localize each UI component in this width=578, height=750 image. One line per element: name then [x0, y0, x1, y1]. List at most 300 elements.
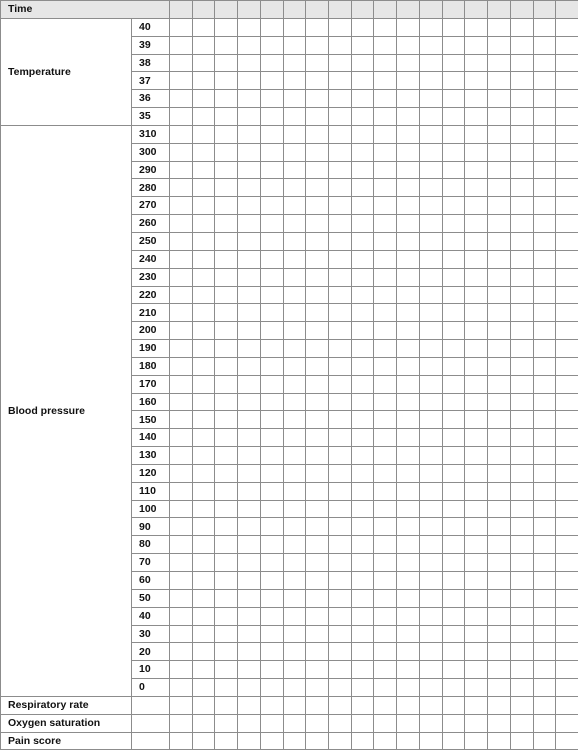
grid-cell[interactable]: [283, 429, 306, 447]
grid-cell[interactable]: [442, 1, 465, 19]
grid-cell[interactable]: [283, 536, 306, 554]
grid-cell[interactable]: [374, 357, 397, 375]
grid-cell[interactable]: [192, 482, 215, 500]
grid-cell[interactable]: [419, 732, 442, 750]
grid-cell[interactable]: [238, 607, 261, 625]
grid-cell[interactable]: [374, 143, 397, 161]
grid-cell[interactable]: [465, 625, 488, 643]
grid-cell[interactable]: [465, 661, 488, 679]
grid-cell[interactable]: [238, 732, 261, 750]
grid-cell[interactable]: [170, 179, 193, 197]
grid-cell[interactable]: [533, 357, 556, 375]
grid-cell[interactable]: [488, 732, 511, 750]
grid-cell[interactable]: [397, 215, 420, 233]
grid-cell[interactable]: [488, 36, 511, 54]
grid-cell[interactable]: [283, 447, 306, 465]
grid-cell[interactable]: [397, 607, 420, 625]
grid-cell[interactable]: [465, 286, 488, 304]
grid-cell[interactable]: [260, 393, 283, 411]
grid-cell[interactable]: [488, 143, 511, 161]
grid-cell[interactable]: [306, 572, 329, 590]
grid-cell[interactable]: [283, 250, 306, 268]
grid-cell[interactable]: [374, 375, 397, 393]
grid-cell[interactable]: [215, 572, 238, 590]
grid-cell[interactable]: [556, 447, 578, 465]
grid-cell[interactable]: [306, 518, 329, 536]
grid-cell[interactable]: [419, 661, 442, 679]
grid-cell[interactable]: [442, 322, 465, 340]
grid-cell[interactable]: [260, 732, 283, 750]
grid-cell[interactable]: [556, 572, 578, 590]
grid-cell[interactable]: [238, 554, 261, 572]
grid-cell[interactable]: [374, 572, 397, 590]
grid-cell[interactable]: [465, 1, 488, 19]
grid-cell[interactable]: [510, 90, 533, 108]
grid-cell[interactable]: [306, 411, 329, 429]
grid-cell[interactable]: [510, 179, 533, 197]
grid-cell[interactable]: [170, 393, 193, 411]
grid-cell[interactable]: [215, 411, 238, 429]
grid-cell[interactable]: [465, 125, 488, 143]
grid-cell[interactable]: [170, 197, 193, 215]
grid-cell[interactable]: [260, 572, 283, 590]
grid-cell[interactable]: [556, 589, 578, 607]
grid-cell[interactable]: [419, 500, 442, 518]
grid-cell[interactable]: [556, 607, 578, 625]
grid-cell[interactable]: [192, 411, 215, 429]
grid-cell[interactable]: [329, 518, 352, 536]
grid-cell[interactable]: [238, 322, 261, 340]
grid-cell[interactable]: [283, 268, 306, 286]
grid-cell[interactable]: [397, 197, 420, 215]
grid-cell[interactable]: [533, 607, 556, 625]
grid-cell[interactable]: [488, 54, 511, 72]
grid-cell[interactable]: [397, 357, 420, 375]
grid-cell[interactable]: [374, 125, 397, 143]
grid-cell[interactable]: [238, 393, 261, 411]
grid-cell[interactable]: [442, 572, 465, 590]
grid-cell[interactable]: [306, 464, 329, 482]
grid-cell[interactable]: [260, 554, 283, 572]
grid-cell[interactable]: [442, 215, 465, 233]
grid-cell[interactable]: [170, 304, 193, 322]
grid-cell[interactable]: [260, 357, 283, 375]
grid-cell[interactable]: [238, 36, 261, 54]
grid-cell[interactable]: [533, 18, 556, 36]
grid-cell[interactable]: [465, 54, 488, 72]
grid-cell[interactable]: [510, 54, 533, 72]
grid-cell[interactable]: [510, 589, 533, 607]
grid-cell[interactable]: [283, 36, 306, 54]
grid-cell[interactable]: [351, 357, 374, 375]
grid-cell[interactable]: [488, 357, 511, 375]
grid-cell[interactable]: [419, 143, 442, 161]
grid-cell[interactable]: [260, 482, 283, 500]
grid-cell[interactable]: [556, 143, 578, 161]
grid-cell[interactable]: [419, 589, 442, 607]
grid-cell[interactable]: [238, 679, 261, 697]
grid-cell[interactable]: [170, 357, 193, 375]
grid-cell[interactable]: [510, 393, 533, 411]
grid-cell[interactable]: [465, 108, 488, 126]
grid-cell[interactable]: [465, 732, 488, 750]
grid-cell[interactable]: [533, 518, 556, 536]
grid-cell[interactable]: [419, 108, 442, 126]
grid-cell[interactable]: [192, 447, 215, 465]
grid-cell[interactable]: [238, 72, 261, 90]
grid-cell[interactable]: [465, 232, 488, 250]
grid-cell[interactable]: [192, 54, 215, 72]
grid-cell[interactable]: [556, 179, 578, 197]
grid-cell[interactable]: [329, 536, 352, 554]
grid-cell[interactable]: [374, 1, 397, 19]
grid-cell[interactable]: [238, 589, 261, 607]
grid-cell[interactable]: [283, 90, 306, 108]
grid-cell[interactable]: [374, 464, 397, 482]
grid-cell[interactable]: [533, 108, 556, 126]
grid-cell[interactable]: [215, 429, 238, 447]
grid-cell[interactable]: [260, 125, 283, 143]
grid-cell[interactable]: [192, 679, 215, 697]
grid-cell[interactable]: [351, 197, 374, 215]
grid-cell[interactable]: [419, 286, 442, 304]
grid-cell[interactable]: [533, 72, 556, 90]
grid-cell[interactable]: [283, 572, 306, 590]
grid-cell[interactable]: [374, 18, 397, 36]
grid-cell[interactable]: [192, 661, 215, 679]
grid-cell[interactable]: [283, 696, 306, 714]
grid-cell[interactable]: [556, 304, 578, 322]
grid-cell[interactable]: [351, 286, 374, 304]
grid-cell[interactable]: [192, 572, 215, 590]
grid-cell[interactable]: [351, 411, 374, 429]
grid-cell[interactable]: [488, 161, 511, 179]
grid-cell[interactable]: [397, 661, 420, 679]
grid-cell[interactable]: [488, 536, 511, 554]
grid-cell[interactable]: [238, 429, 261, 447]
grid-cell[interactable]: [488, 696, 511, 714]
grid-cell[interactable]: [283, 197, 306, 215]
grid-cell[interactable]: [442, 18, 465, 36]
grid-cell[interactable]: [442, 500, 465, 518]
grid-cell[interactable]: [419, 554, 442, 572]
grid-cell[interactable]: [170, 732, 193, 750]
grid-cell[interactable]: [306, 232, 329, 250]
grid-cell[interactable]: [419, 518, 442, 536]
grid-cell[interactable]: [533, 250, 556, 268]
grid-cell[interactable]: [556, 554, 578, 572]
grid-cell[interactable]: [351, 72, 374, 90]
grid-cell[interactable]: [510, 447, 533, 465]
grid-cell[interactable]: [329, 179, 352, 197]
grid-cell[interactable]: [556, 536, 578, 554]
grid-cell[interactable]: [260, 215, 283, 233]
grid-cell[interactable]: [306, 72, 329, 90]
grid-cell[interactable]: [170, 215, 193, 233]
grid-cell[interactable]: [510, 679, 533, 697]
grid-cell[interactable]: [283, 464, 306, 482]
grid-cell[interactable]: [533, 36, 556, 54]
grid-cell[interactable]: [465, 500, 488, 518]
grid-cell[interactable]: [419, 268, 442, 286]
grid-cell[interactable]: [465, 554, 488, 572]
grid-cell[interactable]: [238, 714, 261, 732]
grid-cell[interactable]: [238, 500, 261, 518]
grid-cell[interactable]: [215, 714, 238, 732]
grid-cell[interactable]: [329, 464, 352, 482]
grid-cell[interactable]: [260, 268, 283, 286]
grid-cell[interactable]: [510, 464, 533, 482]
grid-cell[interactable]: [465, 375, 488, 393]
grid-cell[interactable]: [215, 464, 238, 482]
grid-cell[interactable]: [170, 589, 193, 607]
grid-cell[interactable]: [374, 286, 397, 304]
grid-cell[interactable]: [465, 197, 488, 215]
grid-cell[interactable]: [419, 179, 442, 197]
grid-cell[interactable]: [329, 554, 352, 572]
grid-cell[interactable]: [374, 429, 397, 447]
grid-cell[interactable]: [397, 1, 420, 19]
grid-cell[interactable]: [170, 554, 193, 572]
grid-cell[interactable]: [260, 411, 283, 429]
grid-cell[interactable]: [465, 714, 488, 732]
grid-cell[interactable]: [192, 143, 215, 161]
grid-cell[interactable]: [329, 714, 352, 732]
grid-cell[interactable]: [442, 179, 465, 197]
grid-cell[interactable]: [351, 179, 374, 197]
grid-cell[interactable]: [374, 607, 397, 625]
grid-cell[interactable]: [260, 1, 283, 19]
grid-cell[interactable]: [442, 661, 465, 679]
grid-cell[interactable]: [397, 250, 420, 268]
grid-cell[interactable]: [510, 357, 533, 375]
grid-cell[interactable]: [374, 36, 397, 54]
grid-cell[interactable]: [170, 54, 193, 72]
grid-cell[interactable]: [192, 161, 215, 179]
grid-cell[interactable]: [442, 161, 465, 179]
grid-cell[interactable]: [488, 215, 511, 233]
grid-cell[interactable]: [556, 232, 578, 250]
grid-cell[interactable]: [419, 411, 442, 429]
grid-cell[interactable]: [215, 518, 238, 536]
grid-cell[interactable]: [556, 411, 578, 429]
grid-cell[interactable]: [215, 625, 238, 643]
grid-cell[interactable]: [533, 411, 556, 429]
grid-cell[interactable]: [419, 304, 442, 322]
grid-cell[interactable]: [215, 661, 238, 679]
grid-cell[interactable]: [465, 411, 488, 429]
grid-cell[interactable]: [465, 643, 488, 661]
grid-cell[interactable]: [533, 322, 556, 340]
grid-cell[interactable]: [374, 732, 397, 750]
grid-cell[interactable]: [533, 625, 556, 643]
grid-cell[interactable]: [215, 732, 238, 750]
grid-cell[interactable]: [260, 18, 283, 36]
grid-cell[interactable]: [306, 1, 329, 19]
grid-cell[interactable]: [533, 268, 556, 286]
grid-cell[interactable]: [442, 607, 465, 625]
grid-cell[interactable]: [510, 250, 533, 268]
grid-cell[interactable]: [397, 554, 420, 572]
grid-cell[interactable]: [306, 447, 329, 465]
grid-cell[interactable]: [510, 661, 533, 679]
grid-cell[interactable]: [260, 679, 283, 697]
grid-cell[interactable]: [488, 375, 511, 393]
grid-cell[interactable]: [442, 554, 465, 572]
grid-cell[interactable]: [215, 72, 238, 90]
grid-cell[interactable]: [533, 447, 556, 465]
grid-cell[interactable]: [192, 500, 215, 518]
grid-cell[interactable]: [533, 429, 556, 447]
grid-cell[interactable]: [329, 429, 352, 447]
grid-cell[interactable]: [465, 696, 488, 714]
grid-cell[interactable]: [351, 90, 374, 108]
grid-cell[interactable]: [351, 732, 374, 750]
grid-cell[interactable]: [170, 482, 193, 500]
grid-cell[interactable]: [260, 607, 283, 625]
grid-cell[interactable]: [351, 482, 374, 500]
grid-cell[interactable]: [329, 482, 352, 500]
grid-cell[interactable]: [488, 232, 511, 250]
grid-cell[interactable]: [510, 625, 533, 643]
grid-cell[interactable]: [419, 161, 442, 179]
grid-cell[interactable]: [329, 161, 352, 179]
grid-cell[interactable]: [397, 143, 420, 161]
grid-cell[interactable]: [351, 54, 374, 72]
grid-cell[interactable]: [238, 268, 261, 286]
grid-cell[interactable]: [192, 536, 215, 554]
grid-cell[interactable]: [238, 1, 261, 19]
grid-cell[interactable]: [374, 554, 397, 572]
grid-cell[interactable]: [329, 643, 352, 661]
grid-cell[interactable]: [306, 375, 329, 393]
grid-cell[interactable]: [260, 429, 283, 447]
grid-cell[interactable]: [351, 340, 374, 358]
grid-cell[interactable]: [192, 108, 215, 126]
grid-cell[interactable]: [329, 36, 352, 54]
grid-cell[interactable]: [215, 179, 238, 197]
grid-cell[interactable]: [488, 447, 511, 465]
grid-cell[interactable]: [238, 536, 261, 554]
grid-cell[interactable]: [556, 464, 578, 482]
grid-cell[interactable]: [215, 108, 238, 126]
grid-cell[interactable]: [329, 447, 352, 465]
value-cell[interactable]: [132, 714, 170, 732]
grid-cell[interactable]: [170, 322, 193, 340]
grid-cell[interactable]: [329, 1, 352, 19]
grid-cell[interactable]: [260, 696, 283, 714]
grid-cell[interactable]: [260, 197, 283, 215]
grid-cell[interactable]: [556, 696, 578, 714]
grid-cell[interactable]: [488, 500, 511, 518]
grid-cell[interactable]: [374, 179, 397, 197]
grid-cell[interactable]: [170, 429, 193, 447]
grid-cell[interactable]: [533, 500, 556, 518]
grid-cell[interactable]: [351, 304, 374, 322]
grid-cell[interactable]: [419, 447, 442, 465]
grid-cell[interactable]: [283, 54, 306, 72]
grid-cell[interactable]: [533, 679, 556, 697]
grid-cell[interactable]: [192, 393, 215, 411]
grid-cell[interactable]: [556, 732, 578, 750]
grid-cell[interactable]: [260, 250, 283, 268]
grid-cell[interactable]: [215, 1, 238, 19]
grid-cell[interactable]: [192, 714, 215, 732]
grid-cell[interactable]: [283, 375, 306, 393]
grid-cell[interactable]: [510, 482, 533, 500]
grid-cell[interactable]: [306, 589, 329, 607]
grid-cell[interactable]: [306, 607, 329, 625]
grid-cell[interactable]: [306, 18, 329, 36]
grid-cell[interactable]: [442, 732, 465, 750]
grid-cell[interactable]: [215, 536, 238, 554]
grid-cell[interactable]: [465, 447, 488, 465]
grid-cell[interactable]: [442, 411, 465, 429]
grid-cell[interactable]: [374, 625, 397, 643]
grid-cell[interactable]: [442, 625, 465, 643]
grid-cell[interactable]: [556, 90, 578, 108]
grid-cell[interactable]: [170, 250, 193, 268]
grid-cell[interactable]: [283, 232, 306, 250]
grid-cell[interactable]: [260, 518, 283, 536]
grid-cell[interactable]: [329, 108, 352, 126]
grid-cell[interactable]: [442, 90, 465, 108]
grid-cell[interactable]: [374, 679, 397, 697]
grid-cell[interactable]: [488, 268, 511, 286]
grid-cell[interactable]: [442, 197, 465, 215]
value-cell[interactable]: [132, 696, 170, 714]
grid-cell[interactable]: [351, 108, 374, 126]
grid-cell[interactable]: [351, 536, 374, 554]
grid-cell[interactable]: [488, 518, 511, 536]
grid-cell[interactable]: [215, 340, 238, 358]
grid-cell[interactable]: [283, 643, 306, 661]
grid-cell[interactable]: [488, 643, 511, 661]
grid-cell[interactable]: [238, 411, 261, 429]
grid-cell[interactable]: [238, 625, 261, 643]
grid-cell[interactable]: [556, 340, 578, 358]
grid-cell[interactable]: [170, 232, 193, 250]
grid-cell[interactable]: [215, 54, 238, 72]
grid-cell[interactable]: [306, 679, 329, 697]
grid-cell[interactable]: [329, 696, 352, 714]
grid-cell[interactable]: [510, 322, 533, 340]
grid-cell[interactable]: [374, 215, 397, 233]
grid-cell[interactable]: [510, 36, 533, 54]
grid-cell[interactable]: [329, 54, 352, 72]
grid-cell[interactable]: [192, 554, 215, 572]
grid-cell[interactable]: [488, 179, 511, 197]
grid-cell[interactable]: [306, 696, 329, 714]
grid-cell[interactable]: [442, 447, 465, 465]
grid-cell[interactable]: [510, 732, 533, 750]
grid-cell[interactable]: [215, 36, 238, 54]
grid-cell[interactable]: [170, 536, 193, 554]
grid-cell[interactable]: [215, 447, 238, 465]
grid-cell[interactable]: [351, 1, 374, 19]
grid-cell[interactable]: [170, 625, 193, 643]
grid-cell[interactable]: [533, 1, 556, 19]
grid-cell[interactable]: [374, 161, 397, 179]
grid-cell[interactable]: [465, 143, 488, 161]
grid-cell[interactable]: [283, 125, 306, 143]
grid-cell[interactable]: [510, 1, 533, 19]
grid-cell[interactable]: [170, 661, 193, 679]
grid-cell[interactable]: [419, 36, 442, 54]
grid-cell[interactable]: [442, 304, 465, 322]
grid-cell[interactable]: [283, 340, 306, 358]
grid-cell[interactable]: [442, 268, 465, 286]
